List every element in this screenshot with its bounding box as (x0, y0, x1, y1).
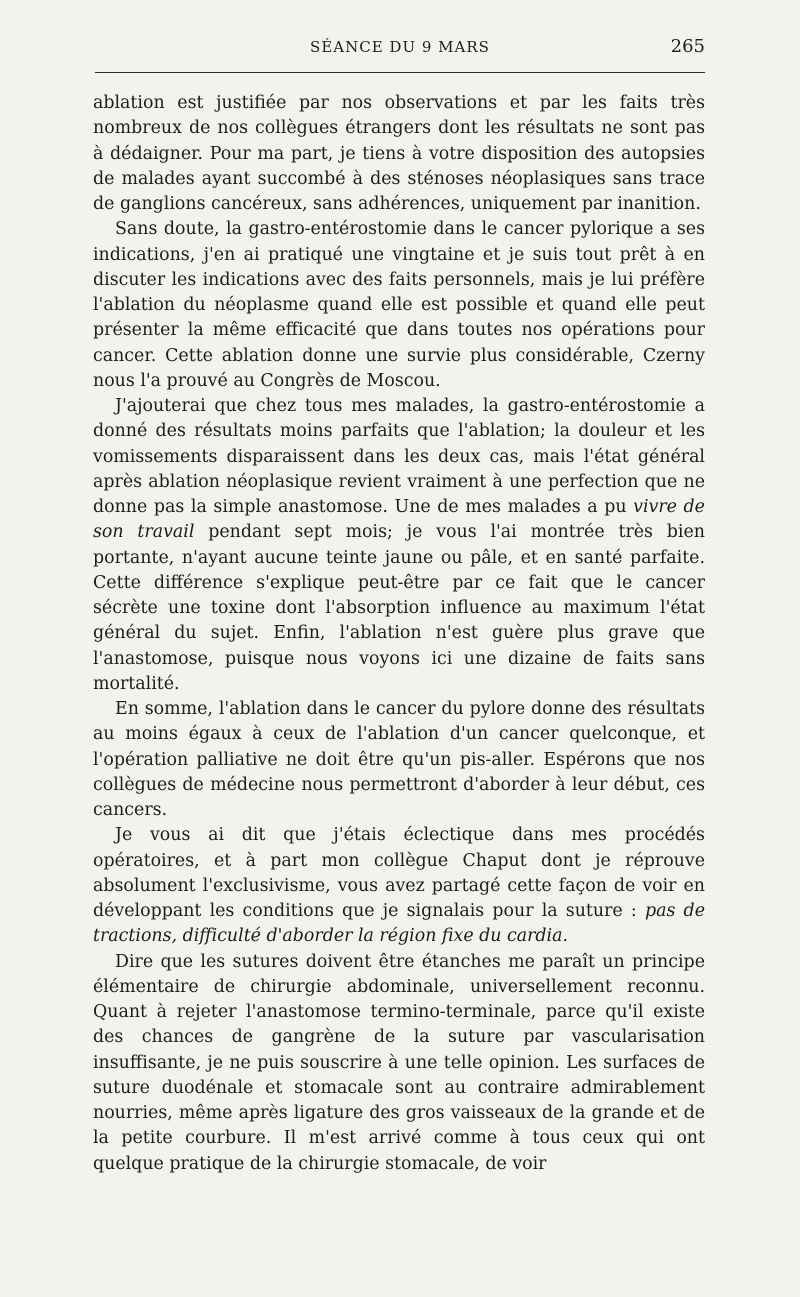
header-rule (95, 72, 705, 73)
body-text (93, 91, 705, 1177)
paragraph-5 (93, 823, 705, 949)
paragraph-5-text-before: Je vous ai dit que j'étais éclectique dans mes procédés opératoires, et à part mon collègue Chaput dont je réprouve absolument l'exclusivisme, vous avez partagé cette façon de voir en développant les conditions que je signalais pour la suture : (93, 825, 705, 921)
paragraph-4-text: En somme, l'ablation dans le cancer du pylore donne des résultats au moins égaux à ceux de l'ablation d'un cancer quelconque, et l'opération palliative ne doit être qu'un pis-aller. Espérons que nos collègues de médecine nous permettront d'aborder à leur début, ces cancers. (93, 699, 705, 820)
paragraph-3-text-before: J'ajouterai que chez tous mes malades, la gastro-entérostomie a donné des résultats moins parfaits que l'ablation; la douleur et les vomissements disparaissent dans les deux cas, mais l'état général après ablation néoplasique revient vraiment à une perfection que ne donne pas la simple anastomose. Une de mes malades a pu (93, 396, 705, 517)
paragraph-3 (93, 394, 705, 697)
paragraph-5-emphasis: pas de tractions, difficulté d'aborder la région fixe du cardia. (93, 901, 705, 947)
paragraph-3-text-after: pendant sept mois; je vous l'ai montrée très bien portante, n'ayant aucune teinte jaune ou pâle, et en santé parfaite. Cette différence s'explique peut-être par ce fait que le cancer sécrète une toxine dont l'absorption influence au maximum l'état général du sujet. Enfin, l'ablation n'est guère plus grave que l'anastomose, puisque nous voyons ici une dizaine de faits sans mortalité. (93, 522, 705, 694)
running-title: SÉANCE DU 9 MARS (310, 38, 490, 56)
paragraph-2 (93, 217, 705, 394)
paragraph-3-emphasis: vivre de son travail (93, 497, 705, 543)
paragraph-6-text: Dire que les sutures doivent être étanches me paraît un principe élémentaire de chirurgie abdominale, universellement reconnu. Quant à rejeter l'anastomose termino-terminale, parce qu'il existe des chances de gangrène de la suture par vascularisation insuffisante, je ne puis souscrire à une telle opinion. Les surfaces de suture duodénale et stomacale sont au contraire admirablement nourries, même après ligature des gros vaisseaux de la grande et de la petite courbure. Il m'est arrivé comme à tous ceux qui ont quelque pratique de la chirurgie stomacale, de voir (93, 951, 705, 1174)
paragraph-2-text: Sans doute, la gastro-entérostomie dans le cancer pylorique a ses indications, j'en ai pratiqué une vingtaine et je suis tout prêt à en discuter les indications avec des faits personnels, mais je lui préfère l'ablation du néoplasme quand elle est possible et quand elle peut présenter la même efficacité que dans toutes nos opérations pour cancer. Cette ablation donne une survie plus considérable, Czerny nous l'a prouvé au Congrès de Moscou. (93, 219, 705, 391)
page-number: 265 (670, 36, 705, 57)
paragraph-6 (93, 950, 705, 1177)
paragraph-1-text: ablation est justifiée par nos observations et par les faits très nombreux de nos collègues étrangers dont les résultats ne sont pas à dédaigner. Pour ma part, je tiens à votre disposition des autopsies de malades ayant succombé à des sténoses néoplasiques sans trace de ganglions cancéreux, sans adhérences, uniquement par inanition. (93, 93, 705, 214)
paragraph-1 (93, 91, 705, 217)
paragraph-4 (93, 697, 705, 823)
page-header (95, 36, 705, 60)
